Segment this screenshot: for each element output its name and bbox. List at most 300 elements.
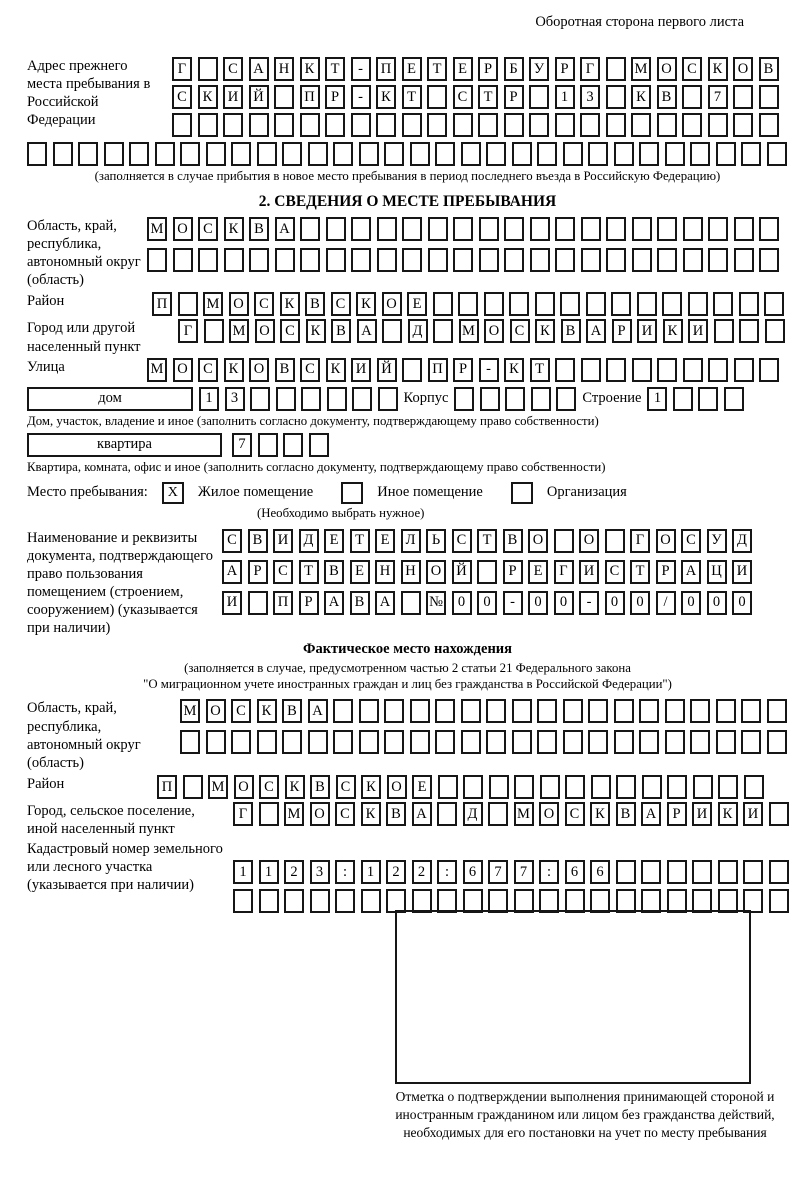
- char-cell[interactable]: 0: [452, 591, 472, 615]
- char-cell[interactable]: 0: [732, 591, 752, 615]
- char-cell[interactable]: [359, 730, 379, 754]
- char-cell[interactable]: [504, 113, 524, 137]
- char-cell[interactable]: [104, 142, 124, 166]
- char-cell[interactable]: [606, 248, 626, 272]
- char-cell[interactable]: [437, 802, 457, 826]
- char-cell[interactable]: А: [357, 319, 377, 343]
- char-cell[interactable]: [565, 775, 585, 799]
- char-cell[interactable]: К: [285, 775, 305, 799]
- char-cell[interactable]: [724, 387, 744, 411]
- char-cell[interactable]: С: [172, 85, 192, 109]
- char-cell[interactable]: [300, 113, 320, 137]
- char-cell[interactable]: [428, 217, 448, 241]
- char-cell[interactable]: О: [426, 560, 446, 584]
- char-cell[interactable]: [224, 248, 244, 272]
- char-cell[interactable]: [537, 699, 557, 723]
- char-cell[interactable]: [453, 217, 473, 241]
- char-cell[interactable]: [463, 775, 483, 799]
- char-cell[interactable]: К: [224, 358, 244, 382]
- char-cell[interactable]: [206, 142, 226, 166]
- char-cell[interactable]: [586, 292, 606, 316]
- char-cell[interactable]: С: [682, 57, 702, 81]
- char-cell[interactable]: [682, 113, 702, 137]
- char-cell[interactable]: А: [308, 699, 328, 723]
- char-cell[interactable]: [588, 142, 608, 166]
- char-cell[interactable]: [713, 292, 733, 316]
- char-cell[interactable]: С: [565, 802, 585, 826]
- char-cell[interactable]: 0: [681, 591, 701, 615]
- char-cell[interactable]: [433, 292, 453, 316]
- char-cell[interactable]: [529, 113, 549, 137]
- char-cell[interactable]: В: [331, 319, 351, 343]
- char-cell[interactable]: М: [631, 57, 651, 81]
- char-cell[interactable]: К: [280, 292, 300, 316]
- char-cell[interactable]: [673, 387, 693, 411]
- char-cell[interactable]: М: [208, 775, 228, 799]
- char-cell[interactable]: Т: [630, 560, 650, 584]
- char-cell[interactable]: [588, 699, 608, 723]
- char-cell[interactable]: 1: [647, 387, 667, 411]
- char-cell[interactable]: Г: [580, 57, 600, 81]
- char-cell[interactable]: [326, 248, 346, 272]
- char-cell[interactable]: О: [234, 775, 254, 799]
- char-cell[interactable]: [739, 319, 759, 343]
- char-cell[interactable]: [453, 248, 473, 272]
- house-type-box[interactable]: дом: [27, 387, 193, 411]
- char-cell[interactable]: К: [361, 775, 381, 799]
- char-cell[interactable]: А: [681, 560, 701, 584]
- char-cell[interactable]: [690, 730, 710, 754]
- char-cell[interactable]: Р: [656, 560, 676, 584]
- char-cell[interactable]: 7: [514, 860, 534, 884]
- char-cell[interactable]: [692, 860, 712, 884]
- char-cell[interactable]: [512, 730, 532, 754]
- char-cell[interactable]: [333, 730, 353, 754]
- char-cell[interactable]: [563, 142, 583, 166]
- char-cell[interactable]: Р: [478, 57, 498, 81]
- residential-checkbox[interactable]: X: [162, 482, 184, 504]
- char-cell[interactable]: [683, 358, 703, 382]
- char-cell[interactable]: У: [707, 529, 727, 553]
- char-cell[interactable]: [657, 113, 677, 137]
- char-cell[interactable]: 0: [707, 591, 727, 615]
- char-cell[interactable]: [461, 730, 481, 754]
- char-cell[interactable]: [275, 248, 295, 272]
- char-cell[interactable]: [512, 699, 532, 723]
- char-cell[interactable]: К: [663, 319, 683, 343]
- char-cell[interactable]: И: [637, 319, 657, 343]
- char-cell[interactable]: [276, 387, 296, 411]
- char-cell[interactable]: Н: [375, 560, 395, 584]
- char-cell[interactable]: [581, 358, 601, 382]
- char-cell[interactable]: [178, 292, 198, 316]
- char-cell[interactable]: Е: [407, 292, 427, 316]
- char-cell[interactable]: [708, 113, 728, 137]
- char-cell[interactable]: [555, 113, 575, 137]
- char-cell[interactable]: В: [275, 358, 295, 382]
- char-cell[interactable]: Т: [402, 85, 422, 109]
- char-cell[interactable]: [489, 775, 509, 799]
- char-cell[interactable]: [198, 57, 218, 81]
- char-cell[interactable]: [683, 248, 703, 272]
- char-cell[interactable]: А: [641, 802, 661, 826]
- char-cell[interactable]: 1: [259, 860, 279, 884]
- char-cell[interactable]: [259, 889, 279, 913]
- char-cell[interactable]: [458, 292, 478, 316]
- char-cell[interactable]: [283, 433, 303, 457]
- char-cell[interactable]: [376, 113, 396, 137]
- char-cell[interactable]: [325, 113, 345, 137]
- char-cell[interactable]: И: [579, 560, 599, 584]
- char-cell[interactable]: [250, 387, 270, 411]
- char-cell[interactable]: Е: [528, 560, 548, 584]
- char-cell[interactable]: [529, 85, 549, 109]
- char-cell[interactable]: А: [412, 802, 432, 826]
- char-cell[interactable]: Т: [325, 57, 345, 81]
- char-cell[interactable]: П: [376, 57, 396, 81]
- char-cell[interactable]: [744, 775, 764, 799]
- char-cell[interactable]: С: [198, 358, 218, 382]
- char-cell[interactable]: [410, 699, 430, 723]
- char-cell[interactable]: В: [386, 802, 406, 826]
- char-cell[interactable]: В: [248, 529, 268, 553]
- char-cell[interactable]: [308, 142, 328, 166]
- char-cell[interactable]: [301, 387, 321, 411]
- char-cell[interactable]: К: [718, 802, 738, 826]
- char-cell[interactable]: [530, 248, 550, 272]
- char-cell[interactable]: 0: [554, 591, 574, 615]
- char-cell[interactable]: [477, 560, 497, 584]
- char-cell[interactable]: [282, 142, 302, 166]
- char-cell[interactable]: К: [326, 358, 346, 382]
- char-cell[interactable]: 1: [199, 387, 219, 411]
- char-cell[interactable]: К: [306, 319, 326, 343]
- char-cell[interactable]: В: [657, 85, 677, 109]
- char-cell[interactable]: [563, 730, 583, 754]
- char-cell[interactable]: 3: [225, 387, 245, 411]
- char-cell[interactable]: [637, 292, 657, 316]
- char-cell[interactable]: [198, 248, 218, 272]
- char-cell[interactable]: [454, 387, 474, 411]
- char-cell[interactable]: [378, 387, 398, 411]
- char-cell[interactable]: К: [361, 802, 381, 826]
- char-cell[interactable]: [657, 217, 677, 241]
- char-cell[interactable]: К: [535, 319, 555, 343]
- char-cell[interactable]: Т: [478, 85, 498, 109]
- char-cell[interactable]: А: [324, 591, 344, 615]
- char-cell[interactable]: С: [453, 85, 473, 109]
- char-cell[interactable]: Е: [412, 775, 432, 799]
- char-cell[interactable]: 0: [528, 591, 548, 615]
- char-cell[interactable]: [309, 433, 329, 457]
- char-cell[interactable]: [249, 248, 269, 272]
- char-cell[interactable]: [555, 217, 575, 241]
- char-cell[interactable]: [504, 217, 524, 241]
- char-cell[interactable]: И: [692, 802, 712, 826]
- char-cell[interactable]: М: [180, 699, 200, 723]
- char-cell[interactable]: [402, 113, 422, 137]
- char-cell[interactable]: [258, 433, 278, 457]
- char-cell[interactable]: Е: [375, 529, 395, 553]
- organization-checkbox[interactable]: [511, 482, 533, 504]
- char-cell[interactable]: 2: [386, 860, 406, 884]
- char-cell[interactable]: 6: [565, 860, 585, 884]
- char-cell[interactable]: [690, 142, 710, 166]
- char-cell[interactable]: [384, 142, 404, 166]
- char-cell[interactable]: [665, 699, 685, 723]
- char-cell[interactable]: [480, 387, 500, 411]
- char-cell[interactable]: С: [336, 775, 356, 799]
- char-cell[interactable]: [206, 730, 226, 754]
- char-cell[interactable]: [486, 142, 506, 166]
- char-cell[interactable]: [718, 775, 738, 799]
- char-cell[interactable]: С: [222, 529, 242, 553]
- char-cell[interactable]: [769, 889, 789, 913]
- char-cell[interactable]: [767, 142, 787, 166]
- char-cell[interactable]: А: [375, 591, 395, 615]
- char-cell[interactable]: 3: [580, 85, 600, 109]
- char-cell[interactable]: [693, 775, 713, 799]
- char-cell[interactable]: 6: [463, 860, 483, 884]
- char-cell[interactable]: М: [203, 292, 223, 316]
- char-cell[interactable]: [308, 730, 328, 754]
- char-cell[interactable]: :: [335, 860, 355, 884]
- char-cell[interactable]: [708, 248, 728, 272]
- char-cell[interactable]: -: [351, 57, 371, 81]
- char-cell[interactable]: [402, 217, 422, 241]
- char-cell[interactable]: [438, 775, 458, 799]
- char-cell[interactable]: Т: [350, 529, 370, 553]
- char-cell[interactable]: -: [479, 358, 499, 382]
- char-cell[interactable]: [765, 319, 785, 343]
- char-cell[interactable]: [204, 319, 224, 343]
- char-cell[interactable]: [716, 699, 736, 723]
- char-cell[interactable]: [554, 529, 574, 553]
- char-cell[interactable]: А: [586, 319, 606, 343]
- char-cell[interactable]: Б: [504, 57, 524, 81]
- char-cell[interactable]: [274, 85, 294, 109]
- char-cell[interactable]: [231, 142, 251, 166]
- char-cell[interactable]: [683, 217, 703, 241]
- char-cell[interactable]: [639, 730, 659, 754]
- char-cell[interactable]: [698, 387, 718, 411]
- char-cell[interactable]: 0: [477, 591, 497, 615]
- char-cell[interactable]: [233, 889, 253, 913]
- char-cell[interactable]: [657, 358, 677, 382]
- char-cell[interactable]: С: [335, 802, 355, 826]
- char-cell[interactable]: О: [657, 57, 677, 81]
- char-cell[interactable]: [759, 113, 779, 137]
- char-cell[interactable]: [581, 217, 601, 241]
- char-cell[interactable]: [410, 730, 430, 754]
- char-cell[interactable]: [129, 142, 149, 166]
- char-cell[interactable]: [537, 142, 557, 166]
- char-cell[interactable]: [486, 730, 506, 754]
- char-cell[interactable]: О: [528, 529, 548, 553]
- char-cell[interactable]: Р: [667, 802, 687, 826]
- char-cell[interactable]: М: [459, 319, 479, 343]
- char-cell[interactable]: [282, 730, 302, 754]
- char-cell[interactable]: К: [198, 85, 218, 109]
- char-cell[interactable]: [359, 699, 379, 723]
- char-cell[interactable]: О: [255, 319, 275, 343]
- char-cell[interactable]: :: [437, 860, 457, 884]
- char-cell[interactable]: С: [681, 529, 701, 553]
- char-cell[interactable]: П: [428, 358, 448, 382]
- char-cell[interactable]: [540, 775, 560, 799]
- char-cell[interactable]: К: [224, 217, 244, 241]
- char-cell[interactable]: К: [590, 802, 610, 826]
- char-cell[interactable]: [665, 142, 685, 166]
- char-cell[interactable]: [377, 248, 397, 272]
- char-cell[interactable]: [180, 142, 200, 166]
- char-cell[interactable]: [662, 292, 682, 316]
- char-cell[interactable]: [402, 248, 422, 272]
- char-cell[interactable]: [537, 730, 557, 754]
- char-cell[interactable]: Н: [274, 57, 294, 81]
- char-cell[interactable]: Д: [463, 802, 483, 826]
- char-cell[interactable]: [249, 113, 269, 137]
- char-cell[interactable]: У: [529, 57, 549, 81]
- char-cell[interactable]: В: [561, 319, 581, 343]
- char-cell[interactable]: [514, 775, 534, 799]
- char-cell[interactable]: -: [351, 85, 371, 109]
- char-cell[interactable]: М: [514, 802, 534, 826]
- char-cell[interactable]: И: [688, 319, 708, 343]
- char-cell[interactable]: [259, 802, 279, 826]
- char-cell[interactable]: Р: [453, 358, 473, 382]
- char-cell[interactable]: [427, 113, 447, 137]
- char-cell[interactable]: [435, 142, 455, 166]
- char-cell[interactable]: [509, 292, 529, 316]
- char-cell[interactable]: [642, 775, 662, 799]
- char-cell[interactable]: [402, 358, 422, 382]
- char-cell[interactable]: П: [157, 775, 177, 799]
- char-cell[interactable]: О: [173, 358, 193, 382]
- char-cell[interactable]: [759, 85, 779, 109]
- char-cell[interactable]: [588, 730, 608, 754]
- char-cell[interactable]: Е: [324, 529, 344, 553]
- char-cell[interactable]: [555, 248, 575, 272]
- char-cell[interactable]: [377, 217, 397, 241]
- char-cell[interactable]: [351, 248, 371, 272]
- char-cell[interactable]: [605, 529, 625, 553]
- char-cell[interactable]: [333, 142, 353, 166]
- char-cell[interactable]: Р: [325, 85, 345, 109]
- char-cell[interactable]: С: [273, 560, 293, 584]
- char-cell[interactable]: П: [152, 292, 172, 316]
- char-cell[interactable]: [461, 142, 481, 166]
- char-cell[interactable]: [632, 217, 652, 241]
- char-cell[interactable]: [428, 248, 448, 272]
- char-cell[interactable]: 0: [605, 591, 625, 615]
- char-cell[interactable]: [560, 292, 580, 316]
- char-cell[interactable]: [427, 85, 447, 109]
- char-cell[interactable]: [384, 730, 404, 754]
- char-cell[interactable]: Р: [248, 560, 268, 584]
- char-cell[interactable]: [274, 113, 294, 137]
- char-cell[interactable]: [632, 358, 652, 382]
- char-cell[interactable]: [384, 699, 404, 723]
- char-cell[interactable]: М: [229, 319, 249, 343]
- char-cell[interactable]: [688, 292, 708, 316]
- char-cell[interactable]: [531, 387, 551, 411]
- char-cell[interactable]: [173, 248, 193, 272]
- char-cell[interactable]: [410, 142, 430, 166]
- char-cell[interactable]: [734, 217, 754, 241]
- char-cell[interactable]: [563, 699, 583, 723]
- char-cell[interactable]: [631, 113, 651, 137]
- char-cell[interactable]: 6: [590, 860, 610, 884]
- char-cell[interactable]: Й: [249, 85, 269, 109]
- char-cell[interactable]: [716, 730, 736, 754]
- char-cell[interactable]: [733, 113, 753, 137]
- char-cell[interactable]: 7: [708, 85, 728, 109]
- char-cell[interactable]: Е: [402, 57, 422, 81]
- char-cell[interactable]: [639, 142, 659, 166]
- char-cell[interactable]: -: [579, 591, 599, 615]
- char-cell[interactable]: [535, 292, 555, 316]
- char-cell[interactable]: И: [351, 358, 371, 382]
- char-cell[interactable]: [769, 802, 789, 826]
- char-cell[interactable]: В: [503, 529, 523, 553]
- char-cell[interactable]: [667, 775, 687, 799]
- char-cell[interactable]: [231, 730, 251, 754]
- char-cell[interactable]: 1: [233, 860, 253, 884]
- char-cell[interactable]: [690, 699, 710, 723]
- char-cell[interactable]: [300, 217, 320, 241]
- char-cell[interactable]: К: [631, 85, 651, 109]
- char-cell[interactable]: №: [426, 591, 446, 615]
- char-cell[interactable]: [682, 85, 702, 109]
- char-cell[interactable]: О: [733, 57, 753, 81]
- char-cell[interactable]: [606, 358, 626, 382]
- char-cell[interactable]: Г: [233, 802, 253, 826]
- char-cell[interactable]: [333, 699, 353, 723]
- char-cell[interactable]: Т: [427, 57, 447, 81]
- char-cell[interactable]: [300, 248, 320, 272]
- char-cell[interactable]: С: [510, 319, 530, 343]
- char-cell[interactable]: Й: [452, 560, 472, 584]
- char-cell[interactable]: 1: [555, 85, 575, 109]
- char-cell[interactable]: [611, 292, 631, 316]
- char-cell[interactable]: И: [223, 85, 243, 109]
- char-cell[interactable]: [606, 85, 626, 109]
- char-cell[interactable]: [639, 699, 659, 723]
- char-cell[interactable]: [257, 142, 277, 166]
- char-cell[interactable]: [708, 217, 728, 241]
- char-cell[interactable]: Р: [612, 319, 632, 343]
- char-cell[interactable]: М: [147, 217, 167, 241]
- char-cell[interactable]: Р: [503, 560, 523, 584]
- char-cell[interactable]: Ь: [426, 529, 446, 553]
- char-cell[interactable]: [78, 142, 98, 166]
- char-cell[interactable]: [488, 802, 508, 826]
- char-cell[interactable]: Г: [178, 319, 198, 343]
- char-cell[interactable]: О: [173, 217, 193, 241]
- char-cell[interactable]: [382, 319, 402, 343]
- char-cell[interactable]: 3: [310, 860, 330, 884]
- char-cell[interactable]: Т: [530, 358, 550, 382]
- char-cell[interactable]: [257, 730, 277, 754]
- char-cell[interactable]: [147, 248, 167, 272]
- char-cell[interactable]: /: [656, 591, 676, 615]
- char-cell[interactable]: [53, 142, 73, 166]
- char-cell[interactable]: [741, 730, 761, 754]
- char-cell[interactable]: 0: [630, 591, 650, 615]
- char-cell[interactable]: С: [300, 358, 320, 382]
- char-cell[interactable]: [433, 319, 453, 343]
